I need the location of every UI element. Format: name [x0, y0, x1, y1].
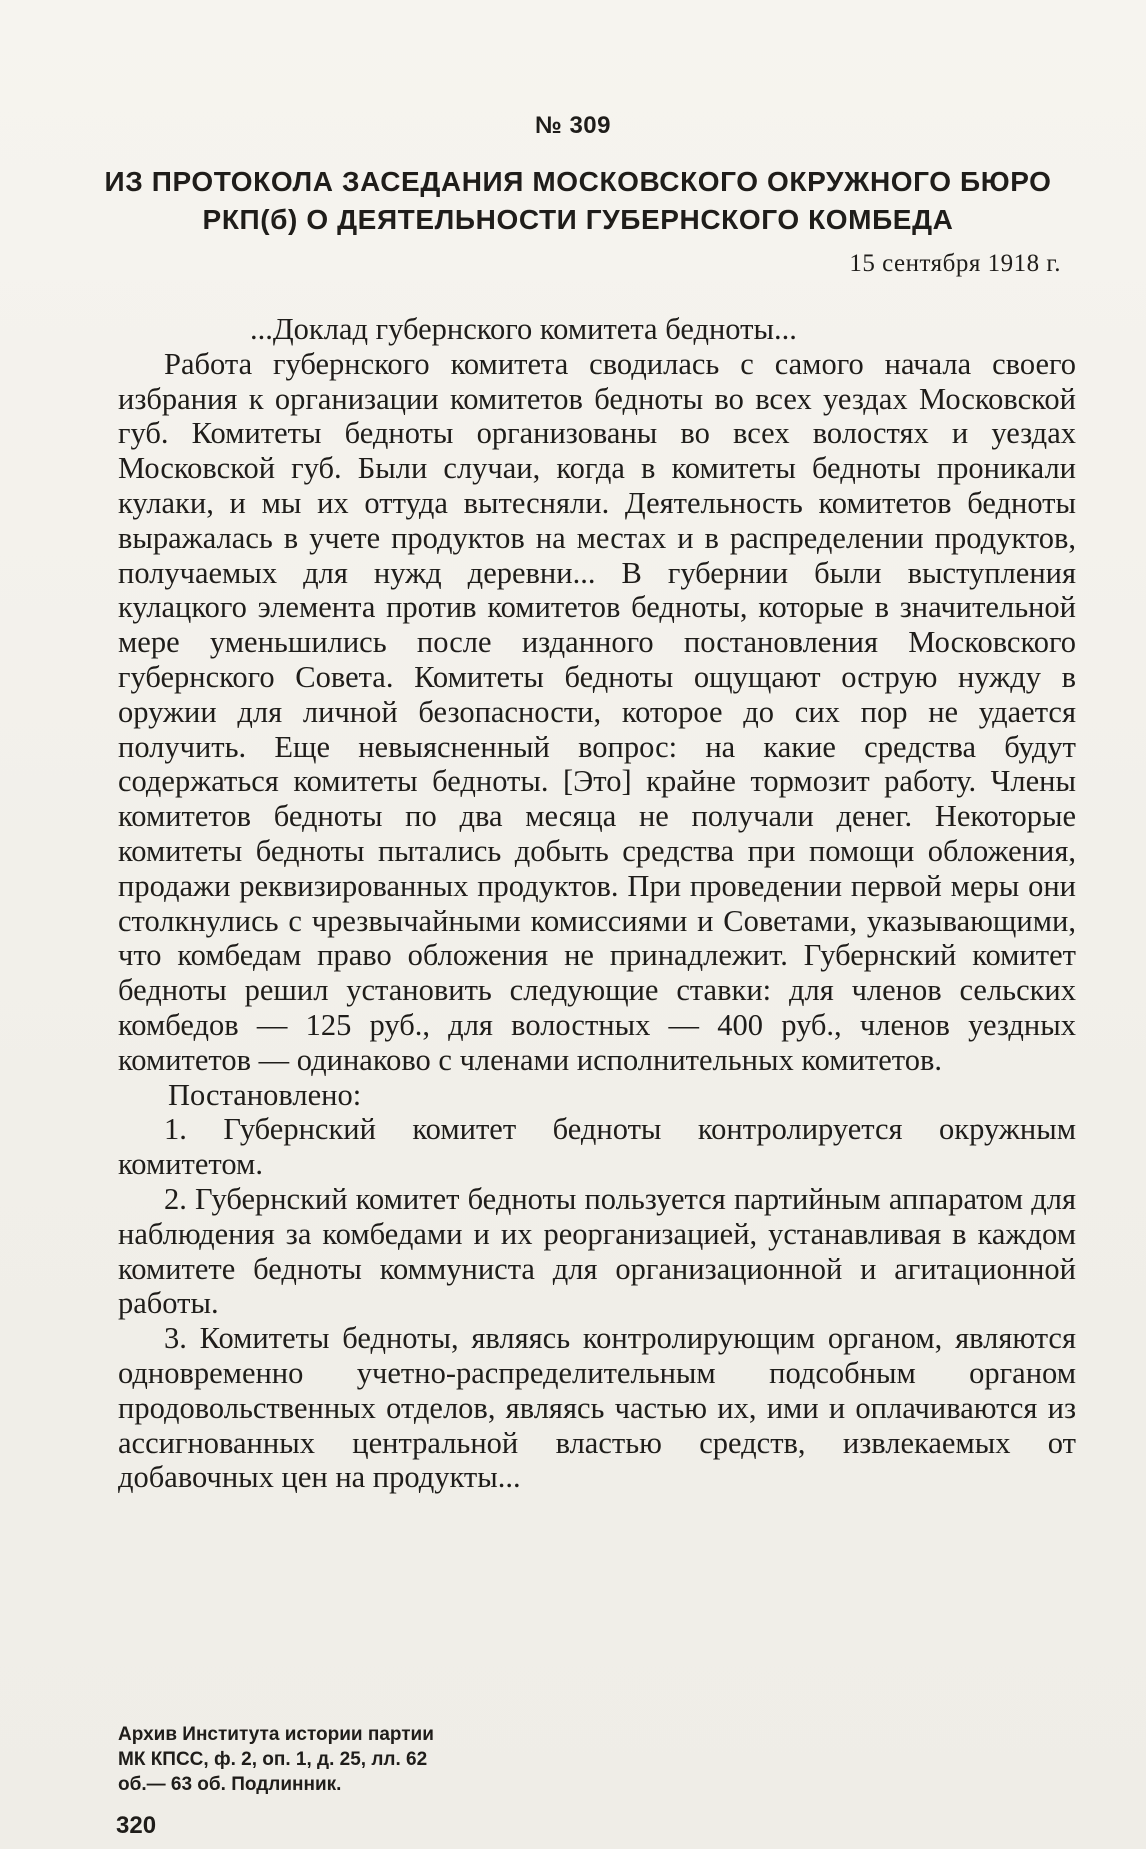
page-number: 320 — [116, 1812, 157, 1839]
document-number: № 309 — [535, 112, 611, 139]
resolution-item-3: 3. Комитеты бедноты, являясь контролирующим органом, являются одновременно учетно-распределительным подсобным органом продовольственных отделов, являясь частью их, ими и оплачиваются из ассигнованных центральной властью средств, извлекаемых от добавочных цен на продукты... — [118, 1321, 1076, 1495]
report-paragraph: Работа губернского комитета сводилась с самого начала своего избрания к организации комитетов бедноты во всех уездах Московской губ. Комитеты бедноты организованы во всех волостях и уездах Московской губ. Были случаи, когда в комитеты бедноты проникали кулаки, и мы их оттуда вытесняли. Деятельность комитетов бедноты выражалась в учете продуктов на местах и в распределении продуктов, получаемых для нужд деревни... В губернии были выступления кулацкого элемента против комитетов бедноты, которые в значительной мере уменьшились после изданного постановления Московского губернского Совета. Комитеты бедноты ощущают острую нужду в оружии для личной безопасности, которое до сих пор не удается получить. Еще невыясненный вопрос: на какие средства будут содержаться комитеты бедноты. [Это] крайне тормозит работу. Члены комитетов бедноты по два месяца не получали денег. Некоторые комитеты бедноты пытались добыть средства при помощи обложения, продажи реквизированных продуктов. При проведении первой меры они столкнулись с чрезвычайными комиссиями и Советами, указывающими, что комбедам право обложения не принадлежит. Губернский комитет бедноты решил установить следующие ставки: для членов сельских комбедов — 125 руб., для волостных — 400 руб., членов уездных комитетов — одинаково с членами исполнительных комитетов. — [118, 346, 1076, 1077]
archive-source-line: Архив Института истории партии — [118, 1724, 434, 1745]
document-title: ИЗ ПРОТОКОЛА ЗАСЕДАНИЯ МОСКОВСКОГО ОКРУЖНОГО БЮРО РКП(б) О ДЕЯТЕЛЬНОСТИ ГУБЕРНСКОГО КОМБЕДА — [104, 166, 1052, 235]
resolved-heading: Постановлено: — [168, 1077, 362, 1112]
archive-source-line: об.— 63 об. Подлинник. — [118, 1774, 342, 1795]
document-date: 15 сентября 1918 г. — [849, 250, 1061, 277]
report-heading: ...Доклад губернского комитета бедноты... — [250, 312, 797, 346]
archive-source — [118, 1722, 538, 1797]
document-body — [118, 312, 1076, 1495]
archive-source-line: МК КПСС, ф. 2, оп. 1, д. 25, лл. 62 — [118, 1749, 428, 1770]
resolution-item-1: 1. Губернский комитет бедноты контролируется окружным комитетом. — [118, 1112, 1076, 1182]
resolution-item-2: 2. Губернский комитет бедноты пользуется партийным аппаратом для наблюдения за комбедами и их реорганизацией, устанавливая в каждом комитете бедноты коммуниста для организационной и агитационной работы. — [118, 1181, 1076, 1321]
